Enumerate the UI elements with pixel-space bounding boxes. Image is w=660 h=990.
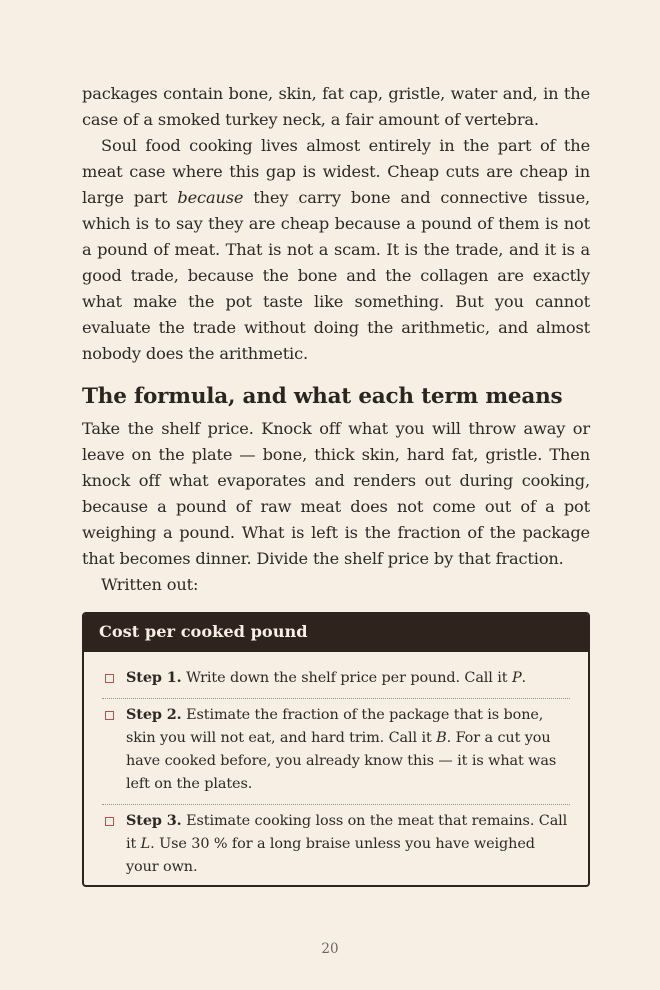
formula-box <box>82 612 590 887</box>
paragraph-continued: packages contain bone, skin, fat cap, gristle, water and, in the case of a smoked turkey neck, a fair amount of vertebra. <box>82 84 590 129</box>
paragraph-text: Soul food cooking lives almost entirely in the part of the meat case where this gap is widest. Cheap cuts are cheap in large part <box>82 136 590 207</box>
paragraph-written-out: Written out: <box>101 575 199 594</box>
step-item <box>102 666 570 698</box>
step-variable: L <box>140 836 151 852</box>
checkbox-icon <box>105 817 114 826</box>
step-variable: B <box>436 730 447 746</box>
step-label: Step 2. <box>126 706 182 723</box>
step-item <box>102 698 570 804</box>
step-text: Estimate cooking loss on the meat that remains. Call it <box>126 813 568 852</box>
page-content <box>82 81 590 887</box>
step-text: Write down the shelf price per pound. Call it <box>181 670 512 686</box>
checkbox-icon <box>105 711 114 720</box>
step-variable: P <box>511 670 522 686</box>
paragraph-soul-food <box>82 133 590 367</box>
step-text: Estimate the fraction of the package that is bone, skin you will not eat, and hard trim. Call it <box>126 707 544 746</box>
paragraph-text: they carry bone and connective tissue, which is to say they are cheap because a pound of them is not a pound of meat. That is not a scam. It is the trade, and it is a good trade, because the bone and the collagen are exactly what make the pot taste like something. But you cannot evaluate the trade without doing the arithmetic, and almost nobody does the arithmetic. <box>82 188 590 363</box>
section-heading: The formula, and what each term means <box>82 384 563 409</box>
step-text: . Use 30 % for a long braise unless you have weighed your own. <box>126 836 535 875</box>
step-text: . <box>521 670 527 686</box>
paragraph-formula: Take the shelf price. Knock off what you will throw away or leave on the plate — bone, thick skin, hard fat, gristle. Then knock off what evaporates and renders out during cooking, because a pound of raw meat does not come out of a pot weighing a pound. What is left is the fraction of the package that becomes dinner. Divide the shelf price by that fraction. <box>82 419 590 568</box>
formula-box-title: Cost per cooked pound <box>84 614 588 652</box>
step-label: Step 3. <box>126 812 182 829</box>
page-number: 20 <box>321 941 339 957</box>
formula-steps <box>84 652 588 885</box>
checkbox-icon <box>105 674 114 683</box>
step-item <box>102 804 570 879</box>
step-label: Step 1. <box>126 669 182 686</box>
step-text: . For a cut you have cooked before, you already know this — it is what was left on the plates. <box>126 730 557 792</box>
emphasis-because: because <box>177 188 244 207</box>
